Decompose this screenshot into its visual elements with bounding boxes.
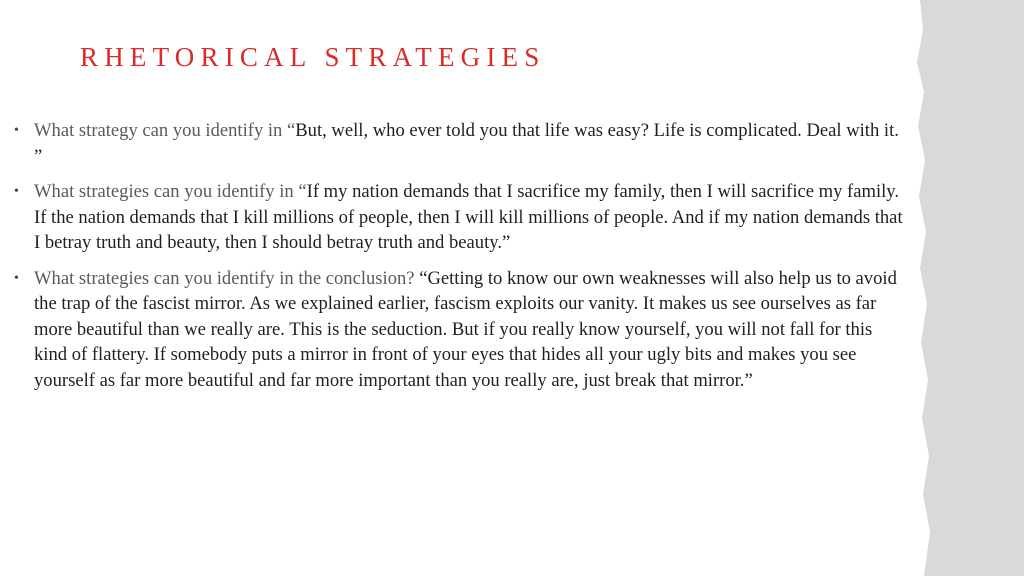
bullet-prompt: What strategies can you identify in the conclusion?	[34, 267, 420, 289]
torn-paper-edge	[914, 0, 1024, 576]
bullet-item	[14, 179, 908, 256]
bullet-prompt: What strategies can you identify in “	[34, 181, 307, 202]
bullet-quote: But, well, who ever told you that life was easy? Life is complicated. Deal with it. ”	[34, 120, 899, 167]
bullet-dot-icon: •	[14, 270, 19, 286]
bullet-item	[14, 266, 908, 394]
bullet-quote: If my nation demands that I sacrifice my family, then I will sacrifice my family. If the nation demands that I kill millions of people, then I will kill millions of people. And if my nation demands that I betray truth and beauty, then I should betray truth and beauty.”	[34, 181, 903, 253]
bullet-prompt: What strategy can you identify in “	[34, 120, 296, 141]
bullet-quote: “Getting to know our own weaknesses will also help us to avoid the trap of the fascist mirror. As we explained earlier, fascism exploits our vanity. It makes us see ourselves as far more beautiful than we really are. This is the seduction. But if you really know yourself, you will not fall for this kind of flattery. If somebody puts a mirror in front of your eyes that hides all your ugly bits and makes you see yourself as far more beautiful and far more important than you really are, just break that mirror.”	[34, 267, 897, 391]
bullet-dot-icon: •	[14, 184, 19, 199]
bullet-item	[14, 118, 908, 169]
slide-title: RHETORICAL STRATEGIES	[80, 42, 546, 72]
bullet-dot-icon: •	[14, 123, 19, 138]
bullet-list	[14, 118, 908, 403]
